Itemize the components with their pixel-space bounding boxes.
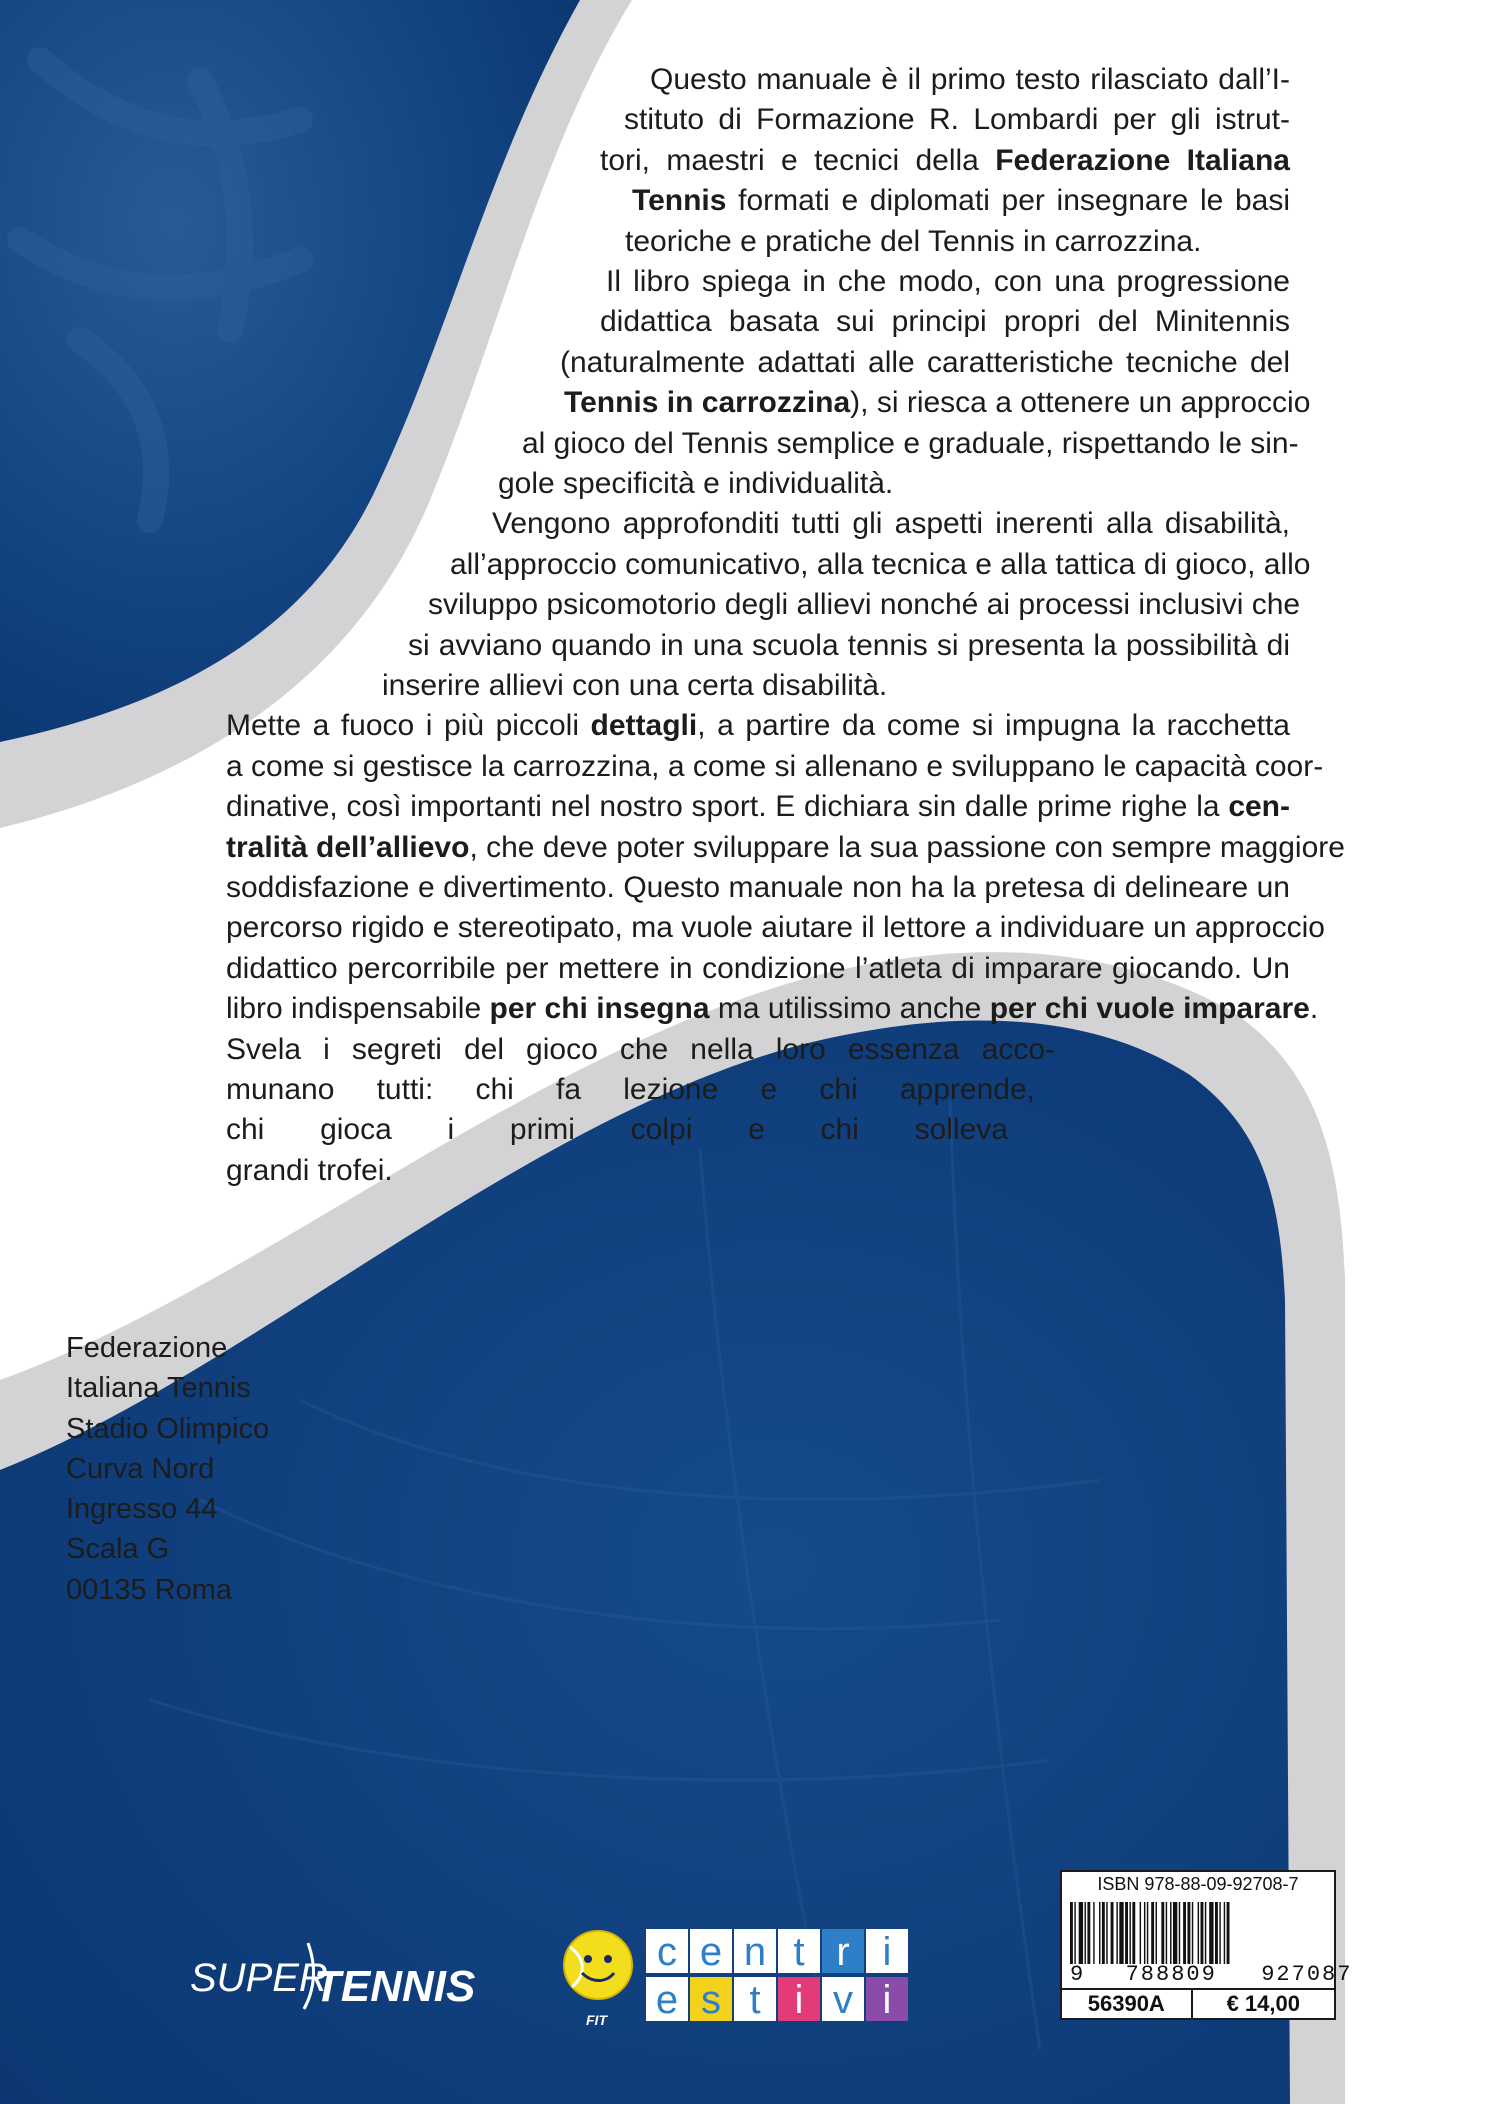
blurb-text-run: inserire allievi con una certa disabilità. [382,669,888,702]
blurb-bold-text: per chi insegna [489,992,710,1026]
price: € 14,00 [1193,1990,1334,2018]
address-line: Stadio Olimpico [66,1412,270,1445]
estivi-letter: s [701,1978,721,2022]
blurb-bold-text: per chi vuole imparare [989,992,1310,1026]
blurb-text-run: Vengono approfonditi tutti gli aspetti inerenti alla disabilità, [492,507,1290,541]
barcode-group2: 927087 [1261,1962,1353,1987]
estivi-letter: i [882,1978,892,2022]
blurb-line [450,545,1311,586]
blurb-text-run: si avviano quando in una scuola tennis si presenta la possibilità di [408,628,1290,662]
estivi-letter: e [655,1978,679,2022]
centri-letter: i [882,1930,892,1974]
tennis-ball-smiley-icon [564,1931,632,1999]
estivi-letter: i [794,1978,804,2022]
centri-letter: e [699,1930,723,1974]
blurb-text-run: grandi trofei. [226,1153,393,1187]
fit-label: FIT [586,2012,607,2028]
isbn-label: ISBN 978-88-09-92708-7 [1097,1874,1299,1894]
blurb-line [226,1070,1035,1111]
barcode-digits [1070,1962,1353,1987]
blurb-text-run: ), si riesca a ottenere un approccio [850,386,1311,420]
blurb-line [492,504,1290,545]
barcode-group1: 788809 [1125,1962,1217,1987]
blurb-line [600,141,1290,182]
blurb-bold-text: tralità dell’allievo [226,830,470,864]
blurb-text-run: teoriche e pratiche del Tennis in carrozzina. [625,224,1202,258]
centri-letter: t [793,1930,805,1974]
blurb-text-run: didattica basata sui principi propri del Minitennis [600,305,1290,339]
blurb-line [226,1151,400,1192]
blurb-line [428,585,1301,626]
blurb-text-run: Il libro spiega in che modo, con una progressione [606,265,1290,298]
address-line: 00135 Roma [66,1573,233,1606]
blurb-line [226,908,1325,949]
blurb-line [498,464,940,505]
address-line: Scala G [66,1533,170,1566]
blurb-text-run: Questo manuale è il primo testo rilasciato dall’I- [650,63,1290,96]
blurb-line [560,343,1290,384]
blurb-text-run: libro indispensabile [226,992,490,1026]
barcode-lead-digit: 9 [1070,1962,1086,1987]
fit-centri-estivi-logo [556,1925,916,2030]
blurb-line [408,626,1290,667]
blurb-text-run: . [1309,992,1319,1026]
supertennis-part1: SUPER [190,1956,328,2000]
product-code: 56390A [1062,1990,1191,2018]
address-line: Ingresso 44 [66,1493,218,1526]
publisher-address [66,1328,269,1610]
blurb-text-run: (naturalmente adattati alle caratteristiche tecniche del [560,345,1290,379]
isbn-barcode [1060,1870,1353,2020]
blurb-line [226,989,1319,1030]
blurb-text-run: , a partire da come si impugna la racchetta [697,709,1290,743]
supertennis-part2: TENNIS [314,1962,476,2011]
estivi-letters [646,1977,908,2022]
blurb-text-run: munano tutti: chi fa lezione e chi apprende, [226,1073,1035,1106]
barcode-bars [1068,1902,1328,1964]
address-line: Federazione [66,1332,228,1364]
blurb-text-run: Mette a fuoco i più piccoli [226,709,591,743]
centri-letter: n [743,1930,767,1974]
blurb-line [600,302,1290,343]
blurb-line [226,787,1290,828]
blurb-text-run: gole specificità e individualità. [498,467,894,500]
blurb-text-run: tori, maestri e tecnici della [600,143,996,177]
barcode-footer [1062,1988,1334,2018]
blurb-text-run: stituto di Formazione R. Lombardi per gli istrut- [624,103,1290,137]
blurb-text-run: ma utilissimo anche [709,992,990,1026]
blurb-text-run: sviluppo psicomotorio degli allievi nonché ai processi inclusivi che [428,588,1301,622]
blurb-line [226,1030,1055,1071]
estivi-letter: v [833,1978,853,2022]
supertennis-logo [190,1935,490,2015]
blurb-text-run: didattico percorribile per mettere in condizione l’atleta di imparare giocando. Un [226,951,1290,985]
blurb-line [382,666,950,707]
blurb-line [226,706,1290,747]
blurb-line [226,868,1290,909]
centri-letters [646,1929,908,1974]
blurb-text-run: formati e diplomati per insegnare le basi [726,184,1290,218]
blurb-text-run: a come si gestisce la carrozzina, a come si allenano e sviluppano le capacità coor- [226,749,1324,783]
blurb-bold-text: Federazione Italiana [995,143,1290,177]
estivi-letter: t [749,1978,761,2022]
blurb-line [226,747,1324,788]
blurb-text-run: chi gioca i primi colpi e chi solleva [226,1113,1008,1147]
blurb-line [606,262,1290,303]
address-line: Italiana Tennis [66,1372,251,1405]
blurb-text-run: dinative, così importanti nel nostro sport. E dichiara sin dalle prime righe la [226,790,1229,824]
blurb-bold-text: cen- [1228,790,1290,824]
address-line: Curva Nord [66,1452,215,1485]
blurb-text-run: soddisfazione e divertimento. Questo manuale non ha la pretesa di delineare un [226,871,1290,904]
blurb-text-run: al gioco del Tennis semplice e graduale, rispettando le sin- [522,426,1299,460]
blurb-line [625,222,1202,263]
blurb-line [226,949,1290,990]
blurb-line [650,60,1290,101]
blurb-line [564,383,1311,424]
blurb-line [226,828,1345,869]
centri-letter: r [836,1930,850,1974]
blurb-text-run: , che deve poter sviluppare la sua passione con sempre maggiore [469,830,1345,864]
centri-letter: c [657,1930,677,1974]
blurb-text-run: Svela i segreti del gioco che nella loro essenza acco- [226,1032,1055,1066]
blurb-line [226,1110,1008,1151]
blurb-text-run: percorso rigido e stereotipato, ma vuole aiutare il lettore a individuare un approccio [226,911,1325,945]
blurb-bold-text: Tennis [632,184,727,218]
blurb-text-run: all’approccio comunicativo, alla tecnica e alla tattica di gioco, allo [450,547,1311,581]
blurb-line [522,424,1299,465]
blurb-bold-text: Tennis in carrozzina [564,386,851,420]
blurb-line [624,100,1290,141]
blurb-line [632,181,1290,222]
blurb-bold-text: dettagli [590,709,698,743]
